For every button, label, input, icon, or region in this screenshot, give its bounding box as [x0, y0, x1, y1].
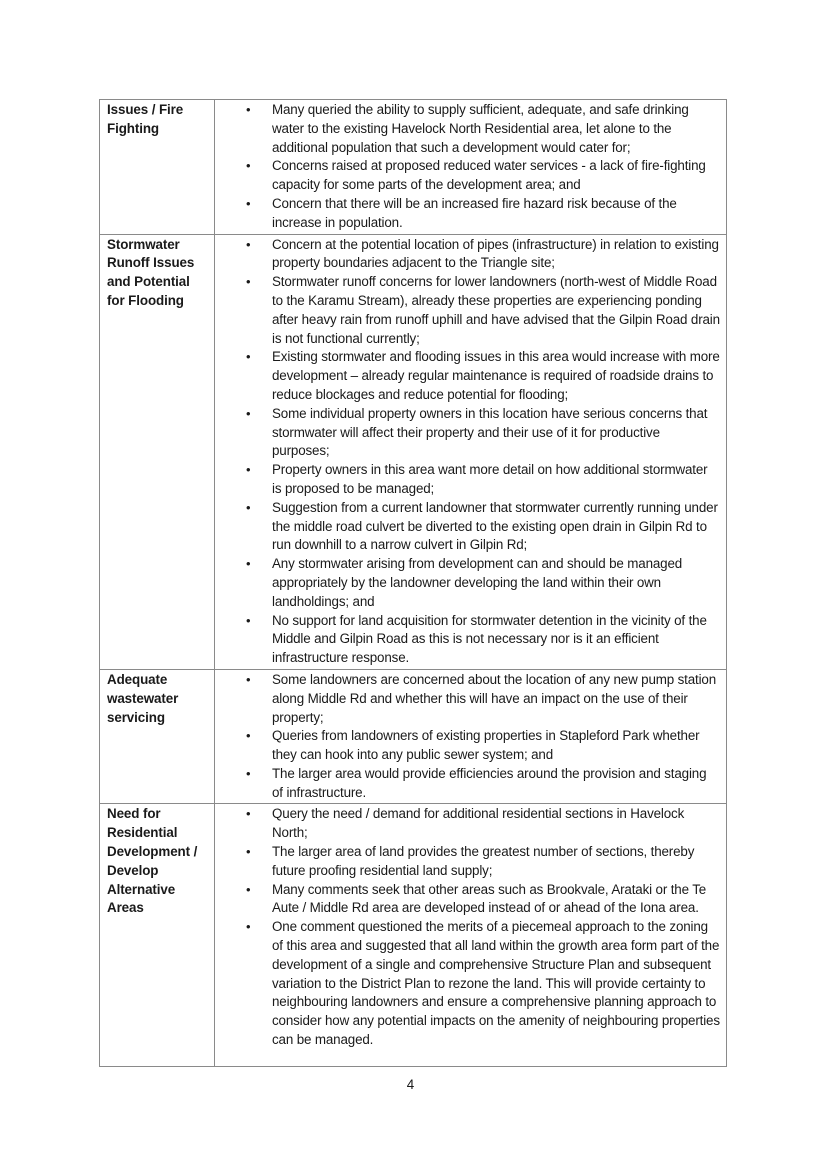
bullet-list [215, 236, 720, 668]
list-item-text: Some individual property owners in this location have serious concerns that stormwater will affect their property and their use of it for productive purposes; [272, 405, 708, 459]
list-item [215, 236, 720, 274]
topic-text: Runoff Issues [107, 255, 195, 271]
list-item-text: Property owners in this area want more detail on how additional stormwater is proposed to be managed; [272, 462, 708, 496]
bullet-icon: • [246, 405, 251, 421]
bullet-icon: • [246, 671, 251, 687]
page-number: 4 [406, 1077, 415, 1092]
bullet-icon: • [246, 806, 251, 822]
list-item [215, 499, 720, 555]
bullet-icon: • [246, 612, 251, 628]
list-item [215, 918, 720, 1050]
topic-text: Areas [107, 900, 144, 916]
bullet-icon: • [246, 728, 251, 744]
list-item [215, 273, 720, 348]
list-item-text: The larger area would provide efficiencies around the provision and staging of infrastructure. [272, 765, 707, 800]
topic-text: Issues / Fire [107, 102, 184, 117]
list-item [215, 805, 720, 843]
bullet-icon: • [246, 919, 251, 935]
list-item-text: Stormwater runoff concerns for lower landowners (north-west of Middle Road to the Karamu Stream), already these properties are experiencing ponding after heavy rain from runoff uphill and have advised that the Gilpin Road drain is not functional currently; [272, 274, 720, 346]
bullet-icon: • [246, 499, 251, 515]
list-item [215, 348, 720, 404]
bullet-icon: • [246, 349, 251, 365]
table-row-fire-fighting [100, 100, 727, 235]
bullet-icon: • [246, 195, 251, 211]
bullet-icon: • [246, 158, 251, 174]
topic-text: servicing [107, 709, 165, 725]
list-item-text: Query the need / demand for additional residential sections in Havelock North; [272, 806, 685, 841]
list-item [215, 555, 720, 611]
topic-text: Fighting [107, 120, 159, 136]
topic-cell [100, 669, 215, 804]
points-cell [215, 100, 727, 235]
list-item [215, 405, 720, 461]
list-item-text: No support for land acquisition for stormwater detention in the vicinity of the Middle and Gilpin Road as this is not necessary nor is it an efficient infrastructure response. [272, 612, 707, 666]
list-item [215, 101, 720, 157]
topic-text: Develop [107, 862, 159, 878]
topic-cell [100, 234, 215, 669]
list-item [215, 881, 720, 919]
bullet-icon: • [246, 765, 251, 781]
topic-text: Adequate [107, 671, 168, 687]
topic-cell [100, 804, 215, 1067]
list-item [215, 157, 720, 195]
list-item [215, 612, 720, 668]
list-item [215, 765, 720, 803]
points-cell [215, 669, 727, 804]
bullet-list [215, 101, 720, 233]
list-item-text: Queries from landowners of existing properties in Stapleford Park whether they can hook into any public sewer system; and [272, 728, 700, 763]
bullet-icon: • [246, 236, 251, 252]
list-item [215, 727, 720, 765]
list-item-text: One comment questioned the merits of a piecemeal approach to the zoning of this area and suggested that all land within the growth area form part of the development of a single and comprehensive Structure Plan and subsequent variation to the District Plan to rezone the land. This will provide certainty to neighbouring landowners and ensure a comprehensive planning approach to consider how any potential impacts on the amenity of neighbouring properties can be managed. [272, 919, 720, 1048]
list-item [215, 195, 720, 233]
bullet-list [215, 805, 720, 1049]
list-item [215, 461, 720, 499]
topic-text: Residential [107, 825, 178, 841]
bullet-icon: • [246, 462, 251, 478]
bullet-icon: • [246, 881, 251, 897]
table-row-stormwater [100, 234, 727, 669]
topic-text: for Flooding [107, 292, 184, 308]
bullet-icon: • [246, 556, 251, 572]
list-item-text: Suggestion from a current landowner that stormwater currently running under the middle road culvert be diverted to the existing open drain in Gilpin Rd to run downhill to a narrow culvert in Gilpin Rd; [272, 499, 718, 553]
list-item-text: Many comments seek that other areas such as Brookvale, Arataki or the Te Aute / Middle Rd area are developed instead of or ahead of the Iona area. [272, 881, 707, 916]
topic-text: Development / [107, 844, 198, 860]
table-row-residential-development [100, 804, 727, 1067]
list-item-text: The larger area of land provides the greatest number of sections, thereby future proofing residential land supply; [272, 844, 695, 878]
points-cell [215, 234, 727, 669]
topic-text: and Potential [107, 274, 190, 290]
topic-text: Stormwater [107, 236, 180, 252]
topic-text: wastewater [107, 690, 179, 706]
list-item-text: Concern that there will be an increased fire hazard risk because of the increase in population. [272, 195, 677, 230]
topic-text: Alternative [107, 881, 176, 897]
bullet-icon: • [246, 844, 251, 860]
list-item-text: Concerns raised at proposed reduced water services - a lack of fire-fighting capacity for some parts of the development area; and [272, 158, 706, 193]
list-item-text: Any stormwater arising from development can and should be managed appropriately by the landowner developing the land within their own landholdings; and [272, 556, 683, 609]
list-item-text: Concern at the potential location of pipes (infrastructure) in relation to existing property boundaries adjacent to the Triangle site; [272, 236, 719, 271]
list-item [215, 671, 720, 727]
list-item [215, 843, 720, 881]
bullet-icon: • [246, 102, 251, 117]
bullet-list [215, 671, 720, 803]
points-cell [215, 804, 727, 1067]
table-row-wastewater [100, 669, 727, 804]
bullet-icon: • [246, 274, 251, 290]
topic-cell [100, 100, 215, 235]
list-item-text: Some landowners are concerned about the location of any new pump station along Middle Rd and whether this will have an impact on the use of their property; [272, 671, 717, 725]
topic-text: Need for [107, 806, 161, 822]
list-item-text: Existing stormwater and flooding issues in this area would increase with more development – already regular maintenance is required of roadside drains to reduce blockages and reduce potential for flooding; [272, 349, 720, 402]
issues-table [99, 99, 727, 1067]
list-item-text: Many queried the ability to supply sufficient, adequate, and safe drinking water to the existing Havelock North Residential area, let alone to the additional population that such a development would cater for; [272, 102, 689, 155]
